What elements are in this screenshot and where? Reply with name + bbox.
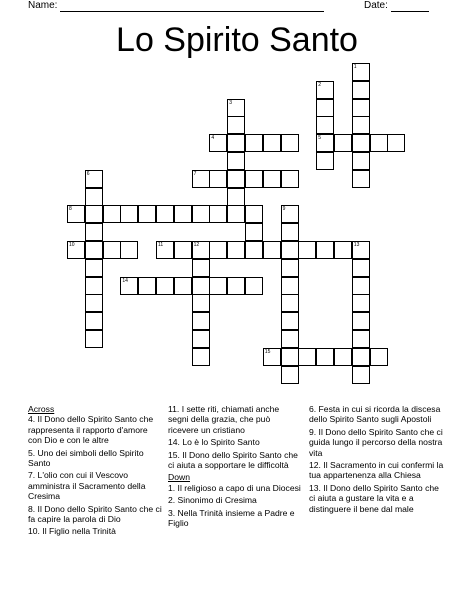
grid-cell[interactable] xyxy=(156,277,174,295)
grid-cell[interactable] xyxy=(103,241,121,259)
grid-cell[interactable] xyxy=(281,348,299,366)
grid-cell[interactable] xyxy=(352,330,370,348)
clue-number: 3 xyxy=(229,99,232,106)
grid-cell[interactable] xyxy=(192,348,210,366)
grid-cell[interactable] xyxy=(67,205,85,223)
grid-cell[interactable] xyxy=(316,99,334,117)
clue-number: 14 xyxy=(122,277,128,284)
grid-cell[interactable] xyxy=(352,259,370,277)
grid-cell[interactable] xyxy=(245,170,263,188)
clue-number: 12 xyxy=(193,242,200,248)
grid-cell[interactable] xyxy=(281,134,299,152)
grid-cell[interactable] xyxy=(370,134,388,152)
grid-cell[interactable] xyxy=(85,223,103,241)
grid-cell[interactable] xyxy=(245,223,263,241)
grid-cell[interactable] xyxy=(352,116,370,134)
grid-cell[interactable] xyxy=(120,205,138,223)
grid-cell[interactable] xyxy=(85,294,103,312)
grid-cell[interactable] xyxy=(352,63,370,81)
grid-cell[interactable] xyxy=(227,188,245,206)
clue-number: 5 xyxy=(318,135,321,142)
grid-cell[interactable] xyxy=(352,312,370,330)
grid-cell[interactable] xyxy=(281,170,299,188)
grid-cell[interactable] xyxy=(138,277,156,295)
grid-cell[interactable] xyxy=(227,99,245,117)
grid-cell[interactable] xyxy=(227,116,245,134)
grid-cell[interactable] xyxy=(85,259,103,277)
grid-cell[interactable] xyxy=(85,330,103,348)
grid-cell[interactable] xyxy=(281,312,299,330)
grid-cell[interactable] xyxy=(156,241,174,259)
clue-across-5: 5. Uno dei simboli dello Spirito Santo xyxy=(28,447,144,469)
grid-cell[interactable] xyxy=(281,223,299,241)
grid-cell[interactable] xyxy=(281,259,299,277)
grid-cell[interactable] xyxy=(85,170,103,188)
clue-across-8: 8. Il Dono dello Spirito Santo che ci fa capire la parola di Dio xyxy=(28,503,162,525)
grid-cell[interactable] xyxy=(352,241,370,259)
grid-cell[interactable] xyxy=(192,330,210,348)
clue-number: 8 xyxy=(69,206,72,213)
clue-across-14: 14. Lo è lo Spirito Santo xyxy=(168,437,260,448)
grid-cell[interactable] xyxy=(85,205,103,223)
grid-cell[interactable] xyxy=(120,241,138,259)
grid-cell[interactable] xyxy=(281,330,299,348)
grid-cell[interactable] xyxy=(334,134,352,152)
clue-number: 15 xyxy=(264,348,271,355)
grid-cell[interactable] xyxy=(387,134,405,152)
clue-across-10: 10. Il Figlio nella Trinità xyxy=(28,526,116,537)
grid-cell[interactable] xyxy=(209,241,227,259)
clue-across-4: 4. Il Dono dello Spirito Santo che rappresenta il rapporto d'amore con Dio e con le altre xyxy=(28,414,154,446)
clue-down-12: 12. Il Sacramento in cui confermi la tua appartenenza alla Chiesa xyxy=(309,460,444,481)
grid-cell[interactable] xyxy=(192,241,210,259)
clue-number: 7 xyxy=(193,170,197,177)
grid-cell[interactable] xyxy=(370,348,388,366)
grid-cell[interactable] xyxy=(138,205,156,223)
grid-cell[interactable] xyxy=(245,205,263,223)
clue-number: 13 xyxy=(353,242,360,248)
down-heading: Down xyxy=(168,472,190,483)
clue-number: 6 xyxy=(86,170,90,177)
grid-cell[interactable] xyxy=(103,205,121,223)
grid-cell[interactable] xyxy=(352,294,370,312)
grid-cell[interactable] xyxy=(281,294,299,312)
grid-cell[interactable] xyxy=(316,241,334,259)
grid-cell[interactable] xyxy=(281,241,299,259)
clue-down-13: 13. Il Dono dello Spirito Santo che ci aiuta a gustare la vita e a distinguere il bene dal male xyxy=(309,482,439,514)
page-title: Lo Spirito Santo xyxy=(116,21,358,59)
clue-across-15: 15. Il Dono dello Spirito Santo che ci aiuta a sopportare le difficoltà xyxy=(168,449,298,471)
date-label: Date: xyxy=(364,0,388,11)
grid-cell[interactable] xyxy=(227,134,245,152)
grid-cell[interactable] xyxy=(209,134,227,152)
grid-cell[interactable] xyxy=(174,277,192,295)
grid-cell[interactable] xyxy=(352,152,370,170)
grid-cell[interactable] xyxy=(85,277,103,295)
across-heading: Across xyxy=(28,404,55,414)
grid-cell[interactable] xyxy=(245,277,263,295)
clue-across-11: 11. I sette riti, chiamati anche segni della grazia, che può ricevere un cristiano xyxy=(168,404,280,435)
grid-cell[interactable] xyxy=(263,134,281,152)
clue-down-3: 3. Nella Trinità insieme a Padre e Figlio xyxy=(168,507,295,529)
grid-cell[interactable] xyxy=(352,277,370,295)
grid-cell[interactable] xyxy=(174,241,192,259)
grid-cell[interactable] xyxy=(192,277,210,295)
grid-cell[interactable] xyxy=(245,134,263,152)
grid-cell[interactable] xyxy=(263,170,281,188)
grid-cell[interactable] xyxy=(263,241,281,259)
clues-column-1 xyxy=(28,404,162,539)
grid-cell[interactable] xyxy=(263,348,281,366)
grid-cell[interactable] xyxy=(67,241,85,259)
grid-cell[interactable] xyxy=(352,366,370,384)
clue-across-7: 7. L'olio con cui il Vescovo amministra il Sacramento della Cresima xyxy=(28,470,146,502)
clue-down-2: 2. Sinonimo di Cresima xyxy=(168,495,257,506)
grid-cell[interactable] xyxy=(316,348,334,366)
grid-cell[interactable] xyxy=(245,241,263,259)
clue-number: 10 xyxy=(69,242,75,248)
grid-cell[interactable] xyxy=(227,241,245,259)
grid-cell[interactable] xyxy=(281,205,299,223)
grid-cell[interactable] xyxy=(316,152,334,170)
grid-cell[interactable] xyxy=(227,170,245,188)
grid-cell[interactable] xyxy=(298,241,316,259)
grid-cell[interactable] xyxy=(352,81,370,99)
clue-down-6: 6. Festa in cui si ricorda la discesa dello Spirito Santo sugli Apostoli xyxy=(309,404,441,425)
grid-cell[interactable] xyxy=(227,205,245,223)
grid-cell[interactable] xyxy=(281,277,299,295)
grid-cell[interactable] xyxy=(352,348,370,366)
grid-cell[interactable] xyxy=(174,205,192,223)
grid-cell[interactable] xyxy=(192,312,210,330)
clues-column-3 xyxy=(309,404,447,516)
grid-cell[interactable] xyxy=(192,205,210,223)
clue-number: 4 xyxy=(211,135,215,142)
grid-cell[interactable] xyxy=(281,366,299,384)
clue-down-9: 9. Il Dono dello Spirito Santo che ci guida lungo il percorso della nostra vita xyxy=(309,426,443,458)
grid-cell[interactable] xyxy=(192,170,210,188)
grid-cell[interactable] xyxy=(85,312,103,330)
name-label: Name: xyxy=(28,0,58,11)
grid-cell[interactable] xyxy=(156,205,174,223)
clue-down-1: 1. Il religioso a capo di una Diocesi xyxy=(168,482,301,493)
grid-cell[interactable] xyxy=(352,134,370,152)
grid-cell[interactable] xyxy=(120,277,138,295)
grid-cell[interactable] xyxy=(192,294,210,312)
grid-cell[interactable] xyxy=(192,259,210,277)
grid-cell[interactable] xyxy=(209,205,227,223)
grid-cell[interactable] xyxy=(209,277,227,295)
clues-column-2 xyxy=(168,404,302,530)
clue-number: 11 xyxy=(158,242,164,248)
grid-cell[interactable] xyxy=(227,152,245,170)
grid-cell[interactable] xyxy=(334,348,352,366)
grid-cell[interactable] xyxy=(352,170,370,188)
grid-cell[interactable] xyxy=(352,99,370,117)
grid-cell[interactable] xyxy=(316,81,334,99)
grid-cell[interactable] xyxy=(298,348,316,366)
grid-cell[interactable] xyxy=(209,170,227,188)
clue-number: 1 xyxy=(353,64,357,70)
grid-cell[interactable] xyxy=(85,188,103,206)
grid-cell[interactable] xyxy=(316,116,334,134)
grid-cell[interactable] xyxy=(316,134,334,152)
grid-cell[interactable] xyxy=(227,277,245,295)
grid-cell[interactable] xyxy=(85,241,103,259)
grid-cell[interactable] xyxy=(334,241,352,259)
clue-number: 9 xyxy=(282,206,286,213)
clue-number: 2 xyxy=(318,81,321,88)
